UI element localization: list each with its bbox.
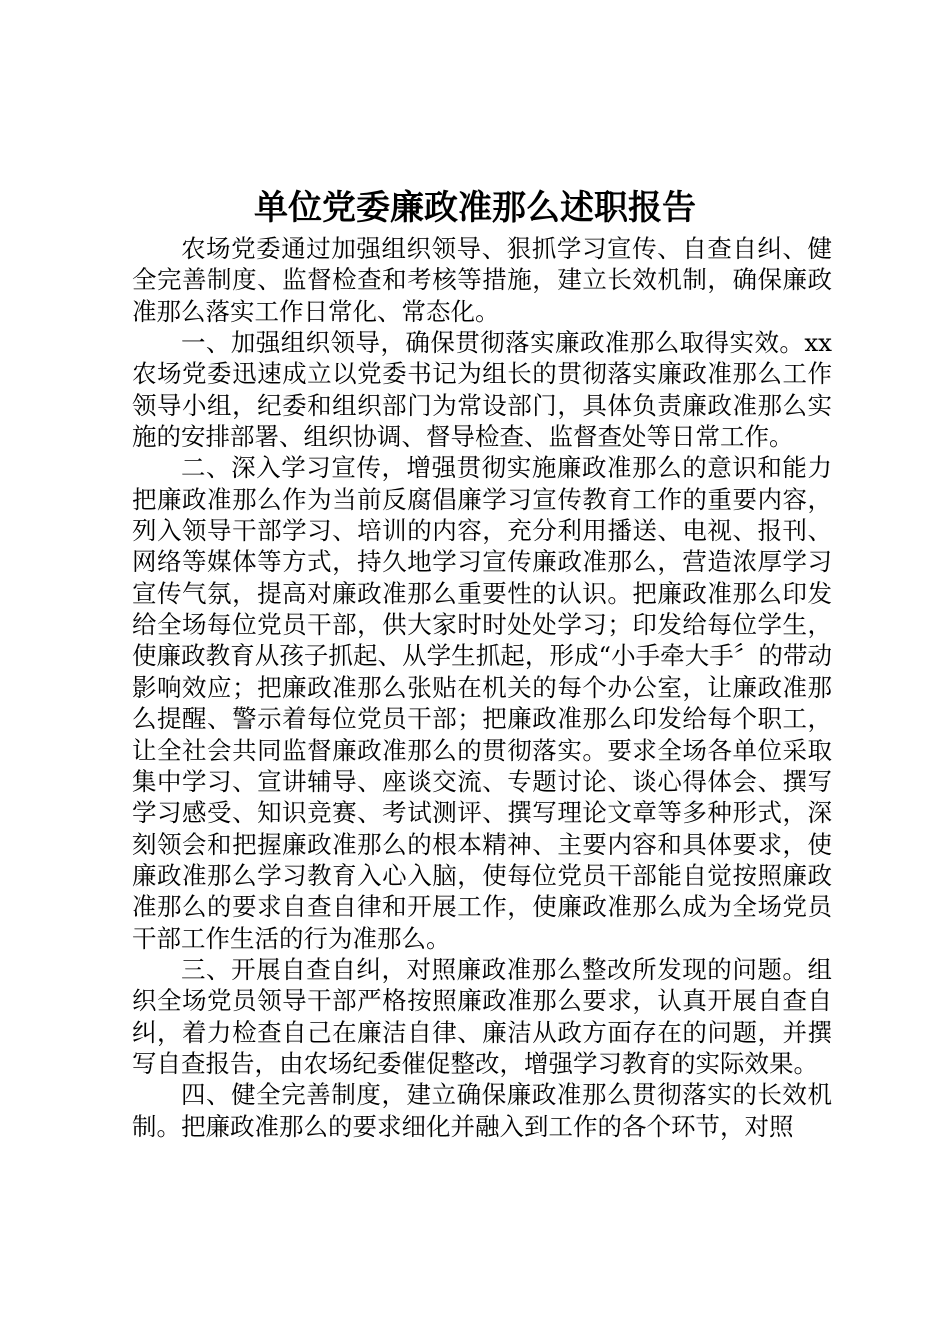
document-title: 单位党委廉政准那么述职报告: [254, 188, 696, 228]
paragraph-section-4: 四、健全完善制度，建立确保廉政准那么贯彻落实的长效机制。把廉政准那么的要求细化并融入到工作的各个环节，对照: [132, 1080, 832, 1141]
paragraph-section-3: 三、开展自查自纠，对照廉政准那么整改所发现的问题。组织全场党员领导干部严格按照廉政准那么要求，认真开展自查自纠，着力检查自己在廉洁自律、廉洁从政方面存在的问题，并撰写自查报告，由农场纪委催促整改，增强学习教育的实际效果。: [132, 954, 832, 1078]
document-body: [132, 233, 832, 1142]
paragraph-section-1: 一、加强组织领导，确保贯彻落实廉政准那么取得实效。xx农场党委迅速成立以党委书记为组长的贯彻落实廉政准那么工作领导小组，纪委和组织部门为常设部门，具体负责廉政准那么实施的安排部署、组织协调、督导检查、监督查处等日常工作。: [132, 328, 832, 452]
paragraph-section-2: 二、深入学习宣传，增强贯彻实施廉政准那么的意识和能力把廉政准那么作为当前反腐倡廉学习宣传教育工作的重要内容，列入领导干部学习、培训的内容，充分利用播送、电视、报刊、网络等媒体等方式，持久地学习宣传廉政准那么，营造浓厚学习宣传气氛，提高对廉政准那么重要性的认识。把廉政准那么印发给全场每位党员干部，供大家时时处处学习；印发给每位学生，使廉政教育从孩子抓起、从学生抓起，形成“小手牵大手〞的带动影响效应；把廉政准那么张贴在机关的每个办公室，让廉政准那么提醒、警示着每位党员干部；把廉政准那么印发给每个职工，让全社会共同监督廉政准那么的贯彻落实。要求全场各单位采取集中学习、宣讲辅导、座谈交流、专题讨论、谈心得体会、撰写学习感受、知识竞赛、考试测评、撰写理论文章等多种形式，深刻领会和把握廉政准那么的根本精神、主要内容和具体要求，使廉政准那么学习教育入心入脑，使每位党员干部能自觉按照廉政准那么的要求自查自律和开展工作，使廉政准那么成为全场党员干部工作生活的行为准那么。: [132, 453, 832, 953]
paragraph-intro: 农场党委通过加强组织领导、狠抓学习宣传、自查自纠、健全完善制度、监督检查和考核等措施，建立长效机制，确保廉政准那么落实工作日常化、常态化。: [132, 234, 832, 326]
